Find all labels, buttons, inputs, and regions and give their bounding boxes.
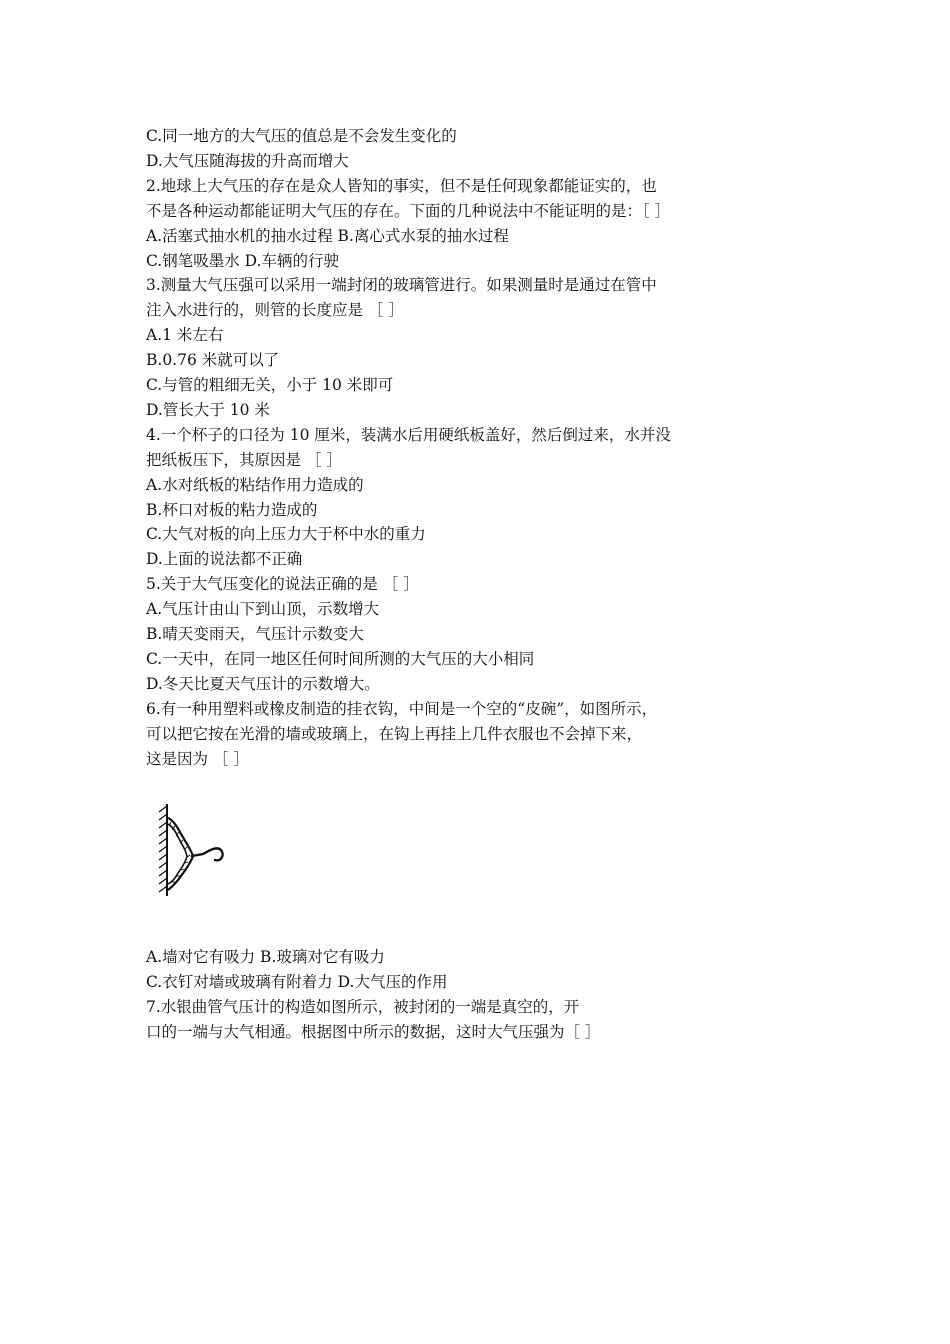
text-line: A.气压计由山下到山顶，示数增大	[146, 600, 380, 619]
text-line: C.大气对板的向上压力大于杯中水的重力	[146, 525, 426, 544]
text-line: B.杯口对板的粘力造成的	[146, 500, 318, 519]
text-line: 这是因为 ［ ］	[146, 749, 249, 768]
text-line: D.管长大于 10 米	[146, 400, 270, 419]
text-line: 3.测量大气压强可以采用一端封闭的玻璃管进行。如果测量时是通过在管中	[146, 276, 657, 295]
text-line: 2.地球上大气压的存在是众人皆知的事实，但不是任何现象都能证实的，也	[146, 176, 657, 195]
text-line: B.晴天变雨天，气压计示数变大	[146, 625, 364, 643]
text-line: A.墙对它有吸力 B.玻璃对它有吸力	[146, 948, 385, 966]
text-line: C.衣钉对墙或玻璃有附着力 D.大气压的作用	[146, 972, 448, 991]
text-line: C.同一地方的大气压的值总是不会发生变化的	[146, 127, 457, 145]
text-line: 不是各种运动都能证明大气压的存在。下面的几种说法中不能证明的是：［ ］	[146, 201, 671, 220]
text-line: A.1 米左右	[146, 326, 224, 345]
text-line: 4.一个杯子的口径为 10 厘米，装满水后用硬纸板盖好，然后倒过来，水并没	[146, 425, 671, 444]
suction-cup-hook-icon	[155, 800, 230, 900]
text-line: D.冬天比夏天气压计的示数增大。	[146, 674, 380, 693]
text-line: 注入水进行的，则管的长度应是 ［ ］	[146, 301, 404, 320]
text-line: A.水对纸板的粘结作用力造成的	[146, 475, 364, 494]
text-line: A.活塞式抽水机的抽水过程 B.离心式水泵的抽水过程	[146, 226, 509, 245]
text-line: D.大气压随海拔的升高而增大	[146, 151, 349, 170]
text-line: D.上面的说法都不正确	[146, 550, 303, 569]
text-line: 7.水银曲管气压计的构造如图所示，被封闭的一端是真空的，开	[146, 997, 580, 1016]
text-line: 6.有一种用塑料或橡皮制造的挂衣钩，中间是一个空的“皮碗”，如图所示，	[146, 699, 658, 718]
text-line: C.一天中，在同一地区任何时间所测的大气压的大小相同	[146, 649, 535, 668]
text-line: 口的一端与大气相通。根据图中所示的数据，这时大气压强为［ ］	[146, 1022, 601, 1041]
text-line: 把纸板压下，其原因是 ［ ］	[146, 450, 342, 469]
text-line: C.与管的粗细无关，小于 10 米即可	[146, 376, 394, 394]
text-line: C.钢笔吸墨水 D.车辆的行驶	[146, 251, 339, 270]
text-line: 可以把它按在光滑的墙或玻璃上，在钩上再挂上几件衣服也不会掉下来，	[146, 724, 643, 743]
text-line: B.0.76 米就可以了	[146, 351, 280, 370]
text-line: 5.关于大气压变化的说法正确的是 ［ ］	[146, 575, 419, 594]
